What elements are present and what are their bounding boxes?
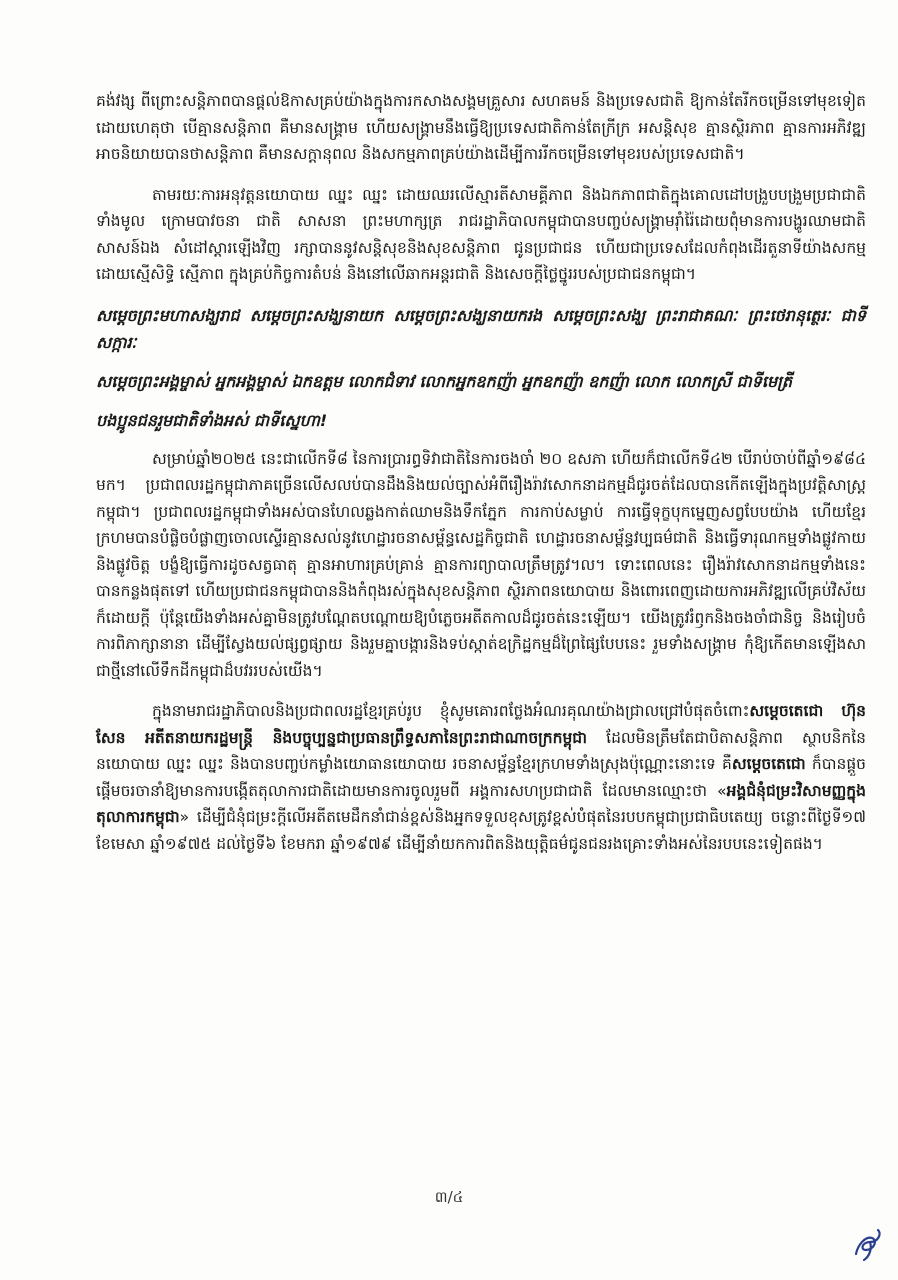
- paragraph-4-part-a: ក្នុងនាមរាជរដ្ឋាភិបាលនិងប្រជាពលរដ្ឋខ្មែរគ្រប់រូប ខ្ញុំសូមគោរពថ្លែងអំណរគុណយ៉ាងជ្រាលជ្រៅបំផុតចំពោះ: [152, 702, 750, 720]
- paragraph-1: គង់វង្ស ពីព្រោះសន្តិភាពបានផ្ដល់ឱកាសគ្រប់យ៉ាងក្នុងការកសាងសង្គមគ្រួសារ សហគមន៍ និងប្រទេសជាតិ ឱ្យកាន់តែរីកចម្រើនទៅមុខទៀត ដោយហេតុថា បើគ្មានសន្តិភាព គឺមានសង្គ្រាម ហើយសង្គ្រាមនឹងធ្វើឱ្យប្រទេសជាតិកាន់តែក្រីក្រ អសន្តិសុខ គ្មានស្ថិរភាព គ្មានការអភិវឌ្ឍ អាចនិយាយបានថាសន្តិភាព គឺមានសក្ដានុពល និងសកម្មភាពគ្រប់យ៉ាងដើម្បីការរីកចម្រើនទៅមុខរបស់ប្រទេសជាតិ។: [96, 92, 866, 163]
- paragraph-4-part-d: សម្ដេចតេជោ: [731, 755, 806, 773]
- paragraph-2: តាមរយៈការអនុវត្តនយោបាយ ឈ្នះ ឈ្នះ ដោយឈរលើស្មារតីសាមគ្គីភាព និងឯកភាពជាតិក្នុងគោលដៅបង្រួបបង្រួមប្រជាជាតិទាំងមូល ក្រោមបាវចនា ជាតិ សាសនា ព្រះមហាក្សត្រ រាជរដ្ឋាភិបាលកម្ពុជាបានបញ្ចប់សង្គ្រាមរ៉ាំរ៉ៃដោយពុំមានការបង្ហូរឈាមជាតិសាសន៍ឯង សំដៅស្តារឡើងវិញ រក្សាបាននូវសន្តិសុខនិងសុខសន្តិភាព ជូនប្រជាជន ហើយជាប្រទេសដែលកំពុងដើរតួនាទីយ៉ាងសកម្ម ដោយស្មើសិទ្ធិ ស្មើភាព ក្នុងគ្រប់កិច្ចការតំបន់ និងនៅលើឆាកអន្តរជាតិ និងសេចក្ដីថ្លៃថ្នូររបស់ប្រជាជនកម្ពុជា។: [96, 185, 866, 283]
- salutation-monks: សម្ដេចព្រះមហាសង្ឃរាជ សម្ដេចព្រះសង្ឃនាយក សម្ដេចព្រះសង្ឃនាយករង សម្ដេចព្រះសង្ឃ ព្រះរាជាគណៈ ព្រះថេរានុត្ថេរៈ ជាទីសក្ការៈ: [96, 305, 866, 352]
- paragraph-3: សម្រាប់ឆ្នាំ២០២៥ នេះជាលើកទី៨ នៃការប្រារព្ធទិវាជាតិនៃការចងចាំ ២០ ឧសភា ហើយក៏ជាលើកទី៤២ បើរាប់ចាប់ពីឆ្នាំ១៩៨៤ មក។ ប្រជាពលរដ្ឋកម្ពុជាភាគច្រើនលើសលប់បានដឹងនិងយល់ច្បាស់អំពីរឿងរ៉ាវសោកនាដកម្មដ៏ជូរចត់ដែលបានកើតឡើងក្នុងប្រវត្តិសាស្ត្រកម្ពុជា។ ប្រជាពលរដ្ឋកម្ពុជាទាំងអស់បានហែលឆ្លងកាត់ឈាមនិងទឹកភ្នែក ការកាប់សម្លាប់ ការធ្វើទុក្ខបុកម្នេញសព្វបែបយ៉ាង ហើយខ្មែរក្រហមបានបំផ្លិចបំផ្លាញចោលស្ទើរគ្មានសល់នូវហេដ្ឋារចនាសម្ព័ន្ធសេដ្ឋកិច្ចជាតិ ហេដ្ឋារចនាសម្ព័ន្ធវប្បធម៌ជាតិ និងធ្វើទារុណកម្មទាំងផ្លូវកាយនិងផ្លូវចិត្ត បង្ខំឱ្យធ្វើការដូចសត្វធាតុ គ្មានអាហារគ្រប់គ្រាន់ គ្មានការព្យាបាលត្រឹមត្រូវ។ល។ ទោះពេលនេះ រឿងរ៉ាវសោកនាដកម្មទាំងនេះបានកន្លងផុតទៅ ហើយប្រជាជនកម្ពុជាបាននិងកំពុងរស់ក្នុងសុខសន្តិភាព ស្ថិរភាពនយោបាយ និងពោរពេញដោយការអភិវឌ្ឍលើគ្រប់វិស័យក៏ដោយក្ដី ប៉ុន្តែយើងទាំងអស់គ្នាមិនត្រូវបណ្ដែតបណ្ដោយឱ្យបំភ្លេចអតីតកាលដ៏ជូរចត់នេះឡើយ។ យើងត្រូវរំឭកនិងចងចាំជានិច្ច និងរៀបចំការពិភាក្សានានា ដើម្បីស្វែងយល់ផ្សព្វផ្សាយ និងរួមគ្នាបង្ការនិងទប់ស្កាត់ឧក្រិដ្ឋកម្មដ៏ព្រៃផ្សៃបែបនេះ រួមទាំងសង្គ្រាម កុំឱ្យកើតមានឡើងសាជាថ្មីនៅលើទឹកដីកម្ពុជាដ៏បវររបស់យើង។: [96, 449, 866, 680]
- paragraph-4-part-f: អង្គជំនុំជម្រះវិសាមញ្ញក្នុងតុលាការកម្ពុជា: [96, 781, 866, 826]
- document-body: [96, 88, 866, 871]
- paragraph-4: [96, 698, 866, 857]
- paragraph-4-part-g: » ដើម្បីជំនុំជម្រះក្ដីលើអតីតមេដឹកនាំជាន់ខ្ពស់និងអ្នកទទួលខុសត្រូវខ្ពស់បំផុតនៃរបបកម្ពុជាប្រជាធិបតេយ្យ ចន្លោះពីថ្ងៃទី១៧ ខែមេសា ឆ្នាំ១៩៧៥ ដល់ថ្ងៃទី៦ ខែមករា ឆ្នាំ១៩៧៩ ដើម្បីនាំយកការពិតនិងយុត្តិធម៌ជូនជនរងគ្រោះទាំងអស់នៃរបបនេះទៀតផង។: [96, 808, 866, 853]
- salutation-compatriots: បងប្អូនជនរួមជាតិទាំងអស់ ជាទីស្នេហា!: [96, 410, 328, 430]
- paragraph-4-part-c: ដែលមិនត្រឹមតែជាបិតាសន្តិភាព ស្ថាបនិកនៃនយោបាយ ឈ្នះ ឈ្នះ និងបានបញ្ចប់កម្លាំងយោធានយោបាយ រចនាសម្ព័ន្ធខ្មែរក្រហមទាំងស្រុងប៉ុណ្ណោះនោះទេ គឺ: [96, 728, 866, 773]
- page-number: ៣/៤: [434, 1188, 464, 1206]
- salutation-dignitaries: សម្ដេចព្រះអង្គម្ចាស់ អ្នកអង្គម្ចាស់ ឯកឧត្តម លោកជំទាវ លោកអ្នកឧកញ៉ា អ្នកឧកញ៉ា ឧកញ៉ា លោក លោកស្រី ជាទីមេត្រី: [96, 371, 793, 391]
- paragraph-4-part-b: សម្ដេចតេជោ ហ៊ុន សែន អតីតនាយករដ្ឋមន្ត្រី និងបច្ចុប្បន្នជាប្រធានព្រឹទ្ធសភានៃព្រះរាជាណាចក្រកម្ពុជា: [96, 702, 866, 747]
- paragraph-4-part-e: ក៏បានផ្ដួចផ្ដើមចរចានាំឱ្យមានការបង្កើតតុលាការជាតិដោយមានការចូលរួមពី អង្គការសហប្រជាជាតិ ដែលមានឈ្មោះថា «: [96, 755, 867, 800]
- handwritten-initials-icon: [848, 1224, 888, 1264]
